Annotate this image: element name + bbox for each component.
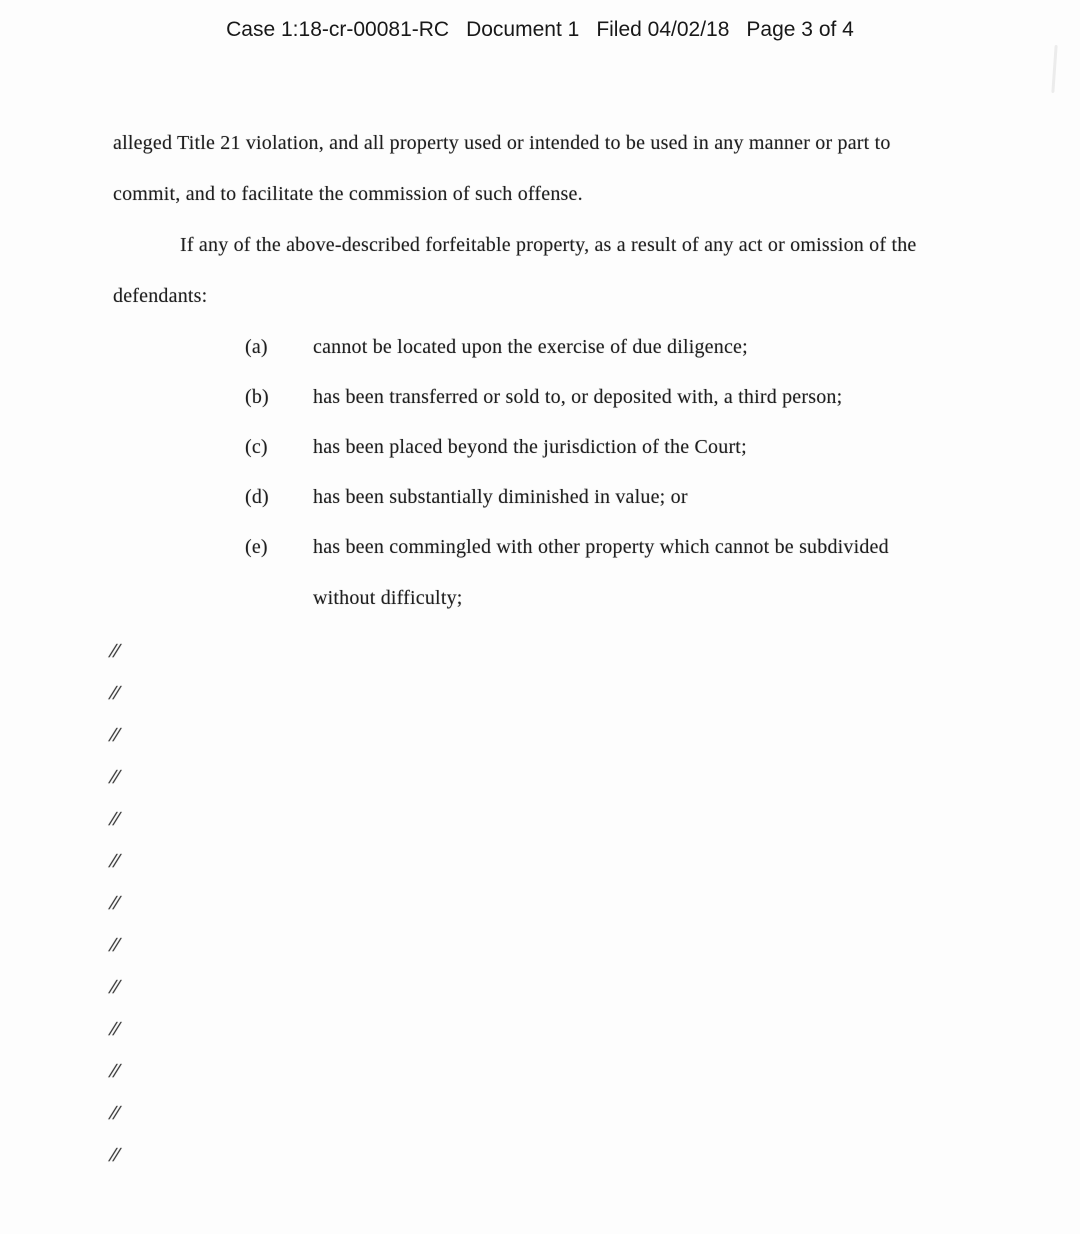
list-item-label: (b) (245, 386, 269, 408)
continuation-slash-mark: // (108, 976, 120, 998)
list-item-text: has been transferred or sold to, or deposited with, a third person; (313, 386, 843, 408)
paragraph-line: commit, and to facilitate the commission of such offense. (113, 183, 583, 205)
list-item-label: (d) (245, 486, 269, 508)
list-item-text: has been commingled with other property which cannot be subdivided (313, 536, 889, 558)
case-number: Case 1:18-cr-00081-RC (226, 18, 450, 41)
continuation-slash-mark: // (108, 1102, 120, 1124)
list-item-label: (a) (245, 336, 268, 358)
continuation-slash-mark: // (108, 682, 120, 704)
page-number: Page 3 of 4 (746, 18, 854, 41)
list-item-label: (e) (245, 536, 268, 558)
continuation-slash-mark: // (108, 1060, 120, 1082)
continuation-slash-mark: // (108, 934, 120, 956)
list-item-label: (c) (245, 436, 268, 458)
filed-date: Filed 04/02/18 (596, 18, 730, 41)
list-item-text: has been placed beyond the jurisdiction of the Court; (313, 436, 747, 458)
scan-artifact (1051, 45, 1057, 93)
continuation-slash-mark: // (108, 1144, 120, 1166)
continuation-slash-mark: // (108, 808, 120, 830)
continuation-slash-mark: // (108, 1018, 120, 1040)
continuation-slash-mark: // (108, 850, 120, 872)
list-item-text-continued: without difficulty; (313, 587, 463, 609)
paragraph-line: defendants: (113, 285, 208, 307)
continuation-slash-mark: // (108, 640, 120, 662)
continuation-slash-mark: // (108, 892, 120, 914)
list-item-text: has been substantially diminished in value; or (313, 486, 688, 508)
continuation-slash-mark: // (108, 724, 120, 746)
paragraph-line: alleged Title 21 violation, and all property used or intended to be used in any manner or part to (113, 132, 891, 154)
paragraph-line: If any of the above-described forfeitable property, as a result of any act or omission of the (180, 234, 917, 256)
document-number: Document 1 (466, 18, 580, 41)
list-item-text: cannot be located upon the exercise of due diligence; (313, 336, 748, 358)
ecf-header-stamp (0, 18, 1080, 42)
continuation-slash-column (110, 630, 118, 1176)
continuation-slash-mark: // (108, 766, 120, 788)
